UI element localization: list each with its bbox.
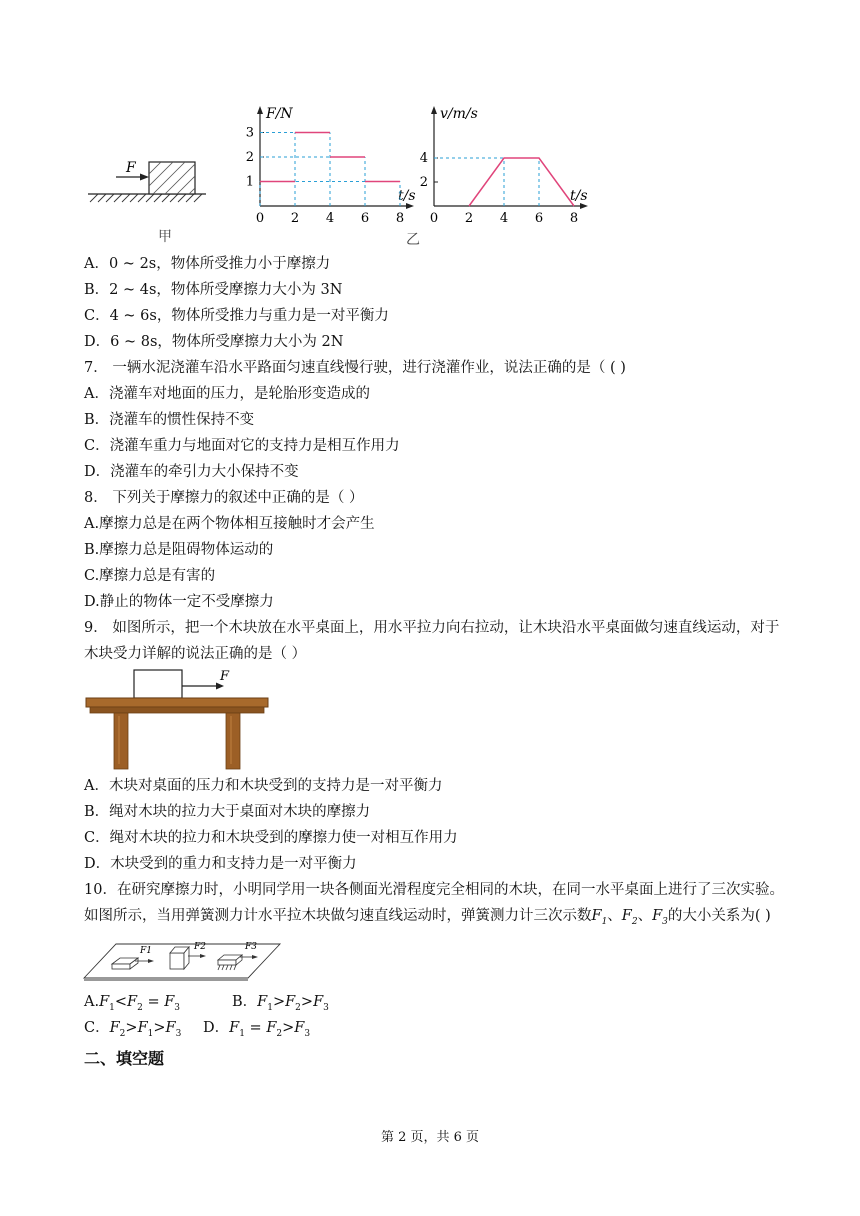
force-axis-label: F/N [266, 106, 293, 122]
pull-force-label: F [220, 669, 230, 684]
velocity-chart-x-tick: 8 [569, 211, 579, 226]
caption-yi: 乙 [406, 232, 420, 248]
force-chart-y-tick: 3 [245, 125, 254, 141]
figure-q9-table [82, 664, 272, 772]
caption-jia: 甲 [158, 229, 172, 245]
velocity-chart-x-tick: 0 [429, 211, 439, 226]
q10-option-d[interactable]: D．$F_1 = F_2>F_3$ [203, 1020, 311, 1039]
q6-option-b[interactable]: B．2 ~ 4s，物体所受摩擦力大小为 3N [84, 282, 343, 298]
velocity-chart-y-tick: 2 [419, 175, 428, 190]
velocity-chart-y-tick: 4 [419, 151, 428, 166]
force-chart-x-tick: 8 [395, 211, 405, 226]
exp-f3-label: F3 [245, 942, 257, 952]
force-chart-x-tick: 0 [255, 211, 265, 226]
q10-option-b[interactable]: B．$F_1>F_2>F_3$ [232, 994, 329, 1013]
q10-stem-line2: 如图所示，当用弹簧测力计水平拉木块做匀速直线运动时，弹簧测力计三次示数$F_1$、$F_2$、$F_3$的大小关系为( ) [84, 908, 771, 927]
velocity-chart-time-label: t/s [570, 188, 588, 204]
figure-q10-experiments [82, 932, 282, 984]
q6-option-c[interactable]: C．4 ~ 6s，物体所受推力与重力是一对平衡力 [84, 308, 389, 324]
q10-stem-end: 的大小关系为( ) [667, 908, 771, 924]
q8-option-a[interactable]: A.摩擦力总是在两个物体相互接触时才会产生 [84, 516, 375, 532]
q7-stem: 7． 一辆水泥浇灌车沿水平路面匀速直线慢行驶，进行浇灌作业，说法正确的是（ ( ) [84, 360, 626, 376]
q9-option-d[interactable]: D．木块受到的重力和支持力是一对平衡力 [84, 856, 357, 872]
force-chart-x-tick: 4 [325, 211, 335, 226]
q7-option-c[interactable]: C．浇灌车重力与地面对它的支持力是相互作用力 [84, 438, 400, 454]
q10-option-c[interactable]: C．$F_2>F_1>F_3$ [84, 1020, 182, 1039]
figure-q6 [80, 98, 620, 250]
force-chart-y-tick: 2 [245, 150, 254, 165]
q10-stem-text: 如图所示，当用弹簧测力计水平拉木块做匀速直线运动时，弹簧测力计三次示数 [84, 908, 592, 924]
q6-option-a[interactable]: A．0 ~ 2s，物体所受推力小于摩擦力 [84, 256, 331, 272]
q10-f3-label: $F_3$ [652, 908, 668, 927]
q8-option-d[interactable]: D.静止的物体一定不受摩擦力 [84, 594, 274, 610]
q7-option-d[interactable]: D．浇灌车的牵引力大小保持不变 [84, 464, 299, 480]
force-chart-y-tick: 1 [245, 174, 254, 190]
velocity-time-chart [420, 106, 588, 226]
q9-stem-line1: 9． 如图所示，把一个木块放在水平桌面上，用水平拉力向右拉动，让木块沿水平桌面做匀速直线运动，对于 [84, 620, 780, 636]
velocity-chart-x-tick: 6 [534, 211, 544, 226]
page-footer: 第 2 页，共 6 页 [380, 1130, 480, 1145]
exp-f2-label: F2 [194, 942, 206, 952]
block-push-diagram [88, 160, 206, 202]
q8-stem: 8． 下列关于摩擦力的叙述中正确的是（ ） [84, 490, 364, 506]
q7-option-b[interactable]: B．浇灌车的惯性保持不变 [84, 412, 255, 428]
velocity-axis-label: v/m/s [440, 106, 478, 122]
q6-option-d[interactable]: D．6 ~ 8s，物体所受摩擦力大小为 2N [84, 334, 344, 350]
exp-f1-label: F1 [140, 946, 152, 956]
q9-option-c[interactable]: C．绳对木块的拉力和木块受到的摩擦力使一对相互作用力 [84, 830, 458, 846]
velocity-chart-x-tick: 4 [499, 211, 509, 226]
q9-option-a[interactable]: A．木块对桌面的压力和木块受到的支持力是一对平衡力 [84, 778, 443, 794]
q7-option-a[interactable]: A．浇灌车对地面的压力，是轮胎形变造成的 [84, 386, 370, 402]
q10-stem-line1: 10．在研究摩擦力时，小明同学用一块各侧面光滑程度完全相同的木块，在同一水平桌面上进行了三次实验。 [84, 882, 784, 898]
q8-option-c[interactable]: C.摩擦力总是有害的 [84, 568, 216, 584]
q10-f2-label: $F_2$ [621, 908, 638, 927]
section-heading-fill-in: 二、填空题 [84, 1049, 165, 1068]
q8-option-b[interactable]: B.摩擦力总是阻碍物体运动的 [84, 542, 274, 558]
force-chart-x-tick: 6 [360, 211, 370, 226]
q10-option-a[interactable]: $A.F_1<F_2 = F_3$ [84, 994, 181, 1013]
wood-block [134, 670, 182, 698]
force-chart-time-label: t/s [398, 188, 416, 204]
velocity-chart-x-tick: 2 [464, 211, 474, 226]
q10-f1-label: $F_1$ [591, 908, 608, 927]
q9-stem-line2: 木块受力详解的说法正确的是（ ） [84, 646, 307, 662]
velocity-series-line [469, 158, 574, 206]
force-chart-x-tick: 2 [290, 211, 300, 226]
force-time-chart [246, 106, 416, 226]
push-force-label: F [126, 160, 136, 176]
q9-option-b[interactable]: B．绳对木块的拉力大于桌面对木块的摩擦力 [84, 804, 371, 820]
